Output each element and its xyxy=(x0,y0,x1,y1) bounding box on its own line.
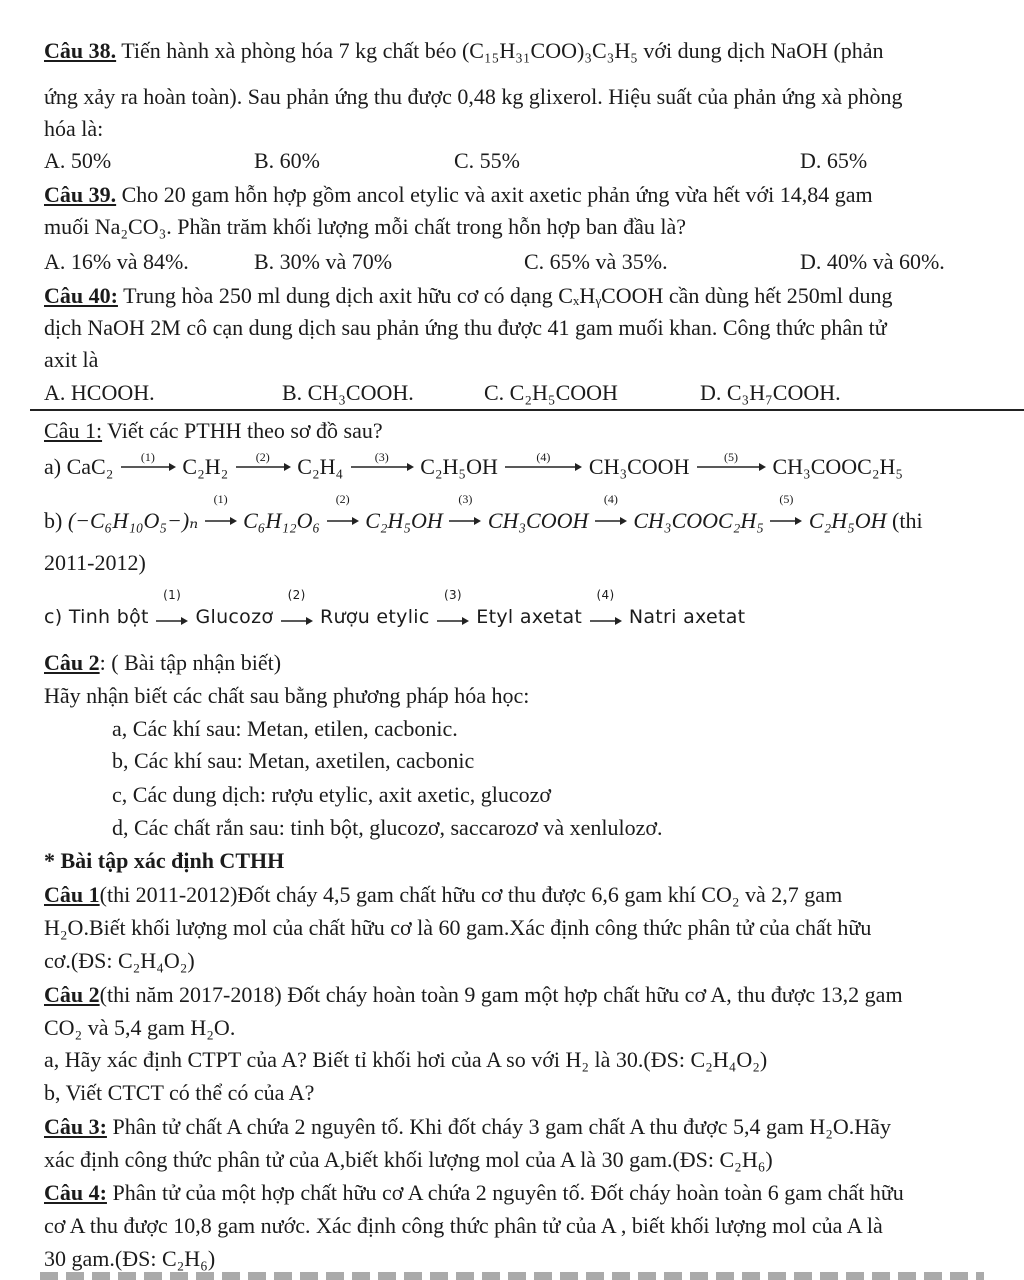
q38-line-2: ứng xảy ra hoàn toàn). Sau phản ứng thu được 0,48 kg glixerol. Hiệu suất của phản ứng xà phòng xyxy=(44,84,903,109)
q40-line-2: dịch NaOH 2M cô cạn dung dịch sau phản ứng thu được 41 gam muối khan. Công thức phân tử xyxy=(44,315,887,340)
s2-heading xyxy=(44,648,281,678)
q40-option-b: B. CH₃COOH. xyxy=(282,380,414,405)
q40-option-d: D. C₃H₇COOH. xyxy=(700,380,841,405)
section-divider xyxy=(30,409,1024,411)
q38-option-b: B. 60% xyxy=(254,148,320,173)
s3-c2-line-1 xyxy=(44,980,903,1010)
chain-b-arrow-2: (2) xyxy=(326,506,360,536)
chain-b-item: C₂H₅OH xyxy=(365,508,443,533)
s3-c1-text-1: (thi 2011-2012)Đốt cháy 4,5 gam chất hữu cơ thu được 6,6 gam khí CO₂ và 2,7 gam xyxy=(99,882,843,907)
chain-b xyxy=(44,492,923,536)
chain-b-item: CH₃COOH xyxy=(487,508,589,533)
chain-a-arrow-2: (2) xyxy=(234,452,292,482)
s3-c4-text-1: Phân tử của một hợp chất hữu cơ A chứa 2 nguyên tố. Đốt cháy hoàn toàn 6 gam chất hữu xyxy=(112,1180,904,1205)
s3-c4-line-1 xyxy=(44,1178,904,1208)
s3-c1-line-3: cơ.(ĐS: C₂H₄O₂) xyxy=(44,948,195,973)
chain-c-item: Glucozơ xyxy=(195,606,274,628)
q39-line-1 xyxy=(44,180,873,210)
s3-c4-line-2: cơ A thu được 10,8 gam nước. Xác định công thức phân tử của A , biết khối lượng mol của A là xyxy=(44,1213,883,1238)
chain-b-tail-2: 2011-2012) xyxy=(44,550,146,575)
cropped-next-line xyxy=(40,1272,984,1280)
chain-c-arrow-3: (3) xyxy=(436,602,470,632)
chain-c-arrow-2: (2) xyxy=(280,602,314,632)
chain-c-item: Etyl axetat xyxy=(476,606,583,628)
q38-option-c: C. 55% xyxy=(454,148,520,173)
chain-c-item: Natri axetat xyxy=(628,606,746,628)
chain-c xyxy=(44,588,746,632)
q40-label: Câu 40: xyxy=(44,283,118,308)
chain-a-item: CH₃COOH xyxy=(588,454,690,479)
chain-b-tail: (thi xyxy=(892,508,923,533)
q38-line-1 xyxy=(44,36,884,66)
chain-c-arrow-4: (4) xyxy=(589,602,623,632)
s3-c4-label: Câu 4: xyxy=(44,1180,107,1205)
s3-c3-label: Câu 3: xyxy=(44,1114,107,1139)
chain-b-item: C₂H₅OH xyxy=(808,508,887,533)
s2-item-b: b, Các khí sau: Metan, axetilen, cacbonic xyxy=(112,748,475,773)
q39-option-a: A. 16% và 84%. xyxy=(44,249,189,274)
s3-c3-text-1: Phân tử chất A chứa 2 nguyên tố. Khi đốt cháy 3 gam chất A thu được 5,4 gam H₂O.Hãy xyxy=(112,1114,891,1139)
q40-option-a: A. HCOOH. xyxy=(44,380,155,405)
chain-a-item: CaC₂ xyxy=(66,454,114,479)
chain-c-arrow-1: (1) xyxy=(155,602,189,632)
q39-option-b: B. 30% và 70% xyxy=(254,249,393,274)
s3-heading: * Bài tập xác định CTHH xyxy=(44,848,285,873)
q39-option-d: D. 40% và 60%. xyxy=(800,249,945,274)
q39-text-1: Cho 20 gam hỗn hợp gồm ancol etylic và axit axetic phản ứng vừa hết với 14,84 gam xyxy=(121,182,873,207)
chain-b-item: (−C₆H₁₀O₅−)ₙ xyxy=(67,508,199,533)
s1-heading xyxy=(44,416,383,446)
q39-label: Câu 39. xyxy=(44,182,117,207)
chain-a-prefix: a) xyxy=(44,454,62,479)
chain-b-prefix: b) xyxy=(44,508,63,533)
chain-b-arrow-1: (1) xyxy=(204,506,238,536)
s3-c4-line-3: 30 gam.(ĐS: C₂H₆) xyxy=(44,1246,216,1271)
chain-a-arrow-1: (1) xyxy=(119,452,177,482)
s2-item-a: a, Các khí sau: Metan, etilen, cacbonic. xyxy=(112,716,458,741)
q39-option-c: C. 65% và 35%. xyxy=(524,249,668,274)
q38-label: Câu 38. xyxy=(44,38,117,63)
s2-intro: Hãy nhận biết các chất sau bằng phương pháp hóa học: xyxy=(44,683,530,708)
q40-text-1: Trung hòa 250 ml dung dịch axit hữu cơ có dạng CₓHᵧCOOH cần dùng hết 250ml dung xyxy=(123,283,893,308)
s2-item-c: c, Các dung dịch: rượu etylic, axit axetic, glucozơ xyxy=(112,782,551,807)
chain-a-arrow-3: (3) xyxy=(349,452,415,482)
s3-c1-line-1 xyxy=(44,880,842,910)
chain-a xyxy=(44,452,903,482)
chain-c-prefix: c) xyxy=(44,606,63,628)
q40-line-3: axit là xyxy=(44,347,99,372)
chain-a-arrow-4: (4) xyxy=(503,452,583,482)
chain-a-item: C₂H₄ xyxy=(297,454,344,479)
chain-b-item: C₆H₁₂O₆ xyxy=(243,508,321,533)
s3-c1-line-2: H₂O.Biết khối lượng mol của chất hữu cơ là 60 gam.Xác định công thức phân tử của chất hữu xyxy=(44,915,872,940)
s2-label: Câu 2 xyxy=(44,650,100,675)
s3-c2-line-2: CO₂ và 5,4 gam H₂O. xyxy=(44,1015,236,1040)
chain-b-arrow-4: (4) xyxy=(594,506,628,536)
chain-c-item: Tinh bột xyxy=(68,606,149,628)
s3-c3-line-2: xác định công thức phân tử của A,biết khối lượng mol của A là 30 gam.(ĐS: C₂H₆) xyxy=(44,1147,773,1172)
chain-c-item: Rượu etylic xyxy=(319,606,430,628)
chain-a-item: C₂H₅OH xyxy=(420,454,498,479)
s3-c1-label: Câu 1 xyxy=(44,882,100,907)
s3-c2-line-4: b, Viết CTCT có thể có của A? xyxy=(44,1080,315,1105)
s1-text: Viết các PTHH theo sơ đồ sau? xyxy=(107,418,383,443)
s3-c2-text-1: (thi năm 2017-2018) Đốt cháy hoàn toàn 9 gam một hợp chất hữu cơ A, thu được 13,2 gam xyxy=(99,982,903,1007)
chain-a-arrow-5: (5) xyxy=(695,452,767,482)
chain-b-arrow-5: (5) xyxy=(769,506,803,536)
chain-b-arrow-3: (3) xyxy=(448,506,482,536)
chain-b-item: CH₃COOC₂H₅ xyxy=(633,508,764,533)
s2-title: : ( Bài tập nhận biết) xyxy=(99,650,282,675)
q40-option-c: C. C₂H₅COOH xyxy=(484,380,618,405)
s2-item-d: d, Các chất rắn sau: tinh bột, glucozơ, saccarozơ và xenlulozơ. xyxy=(112,815,663,840)
q40-line-1 xyxy=(44,281,893,311)
s3-c2-line-3: a, Hãy xác định CTPT của A? Biết tỉ khối hơi của A so với H₂ là 30.(ĐS: C₂H₄O₂) xyxy=(44,1047,768,1072)
q39-line-2: muối Na₂CO₃. Phần trăm khối lượng mỗi chất trong hỗn hợp ban đầu là? xyxy=(44,214,686,239)
q38-text-1: Tiến hành xà phòng hóa 7 kg chất béo (C₁₅H₃₁COO)₃C₃H₅ với dung dịch NaOH (phản xyxy=(121,38,884,63)
chain-a-item: CH₃COOC₂H₅ xyxy=(772,454,904,479)
q38-line-3: hóa là: xyxy=(44,116,104,141)
chain-a-item: C₂H₂ xyxy=(182,454,229,479)
s3-c2-label: Câu 2 xyxy=(44,982,100,1007)
s3-c3-line-1 xyxy=(44,1112,891,1142)
s1-label: Câu 1: xyxy=(44,418,103,443)
q38-option-a: A. 50% xyxy=(44,148,112,173)
q38-option-d: D. 65% xyxy=(800,148,868,173)
